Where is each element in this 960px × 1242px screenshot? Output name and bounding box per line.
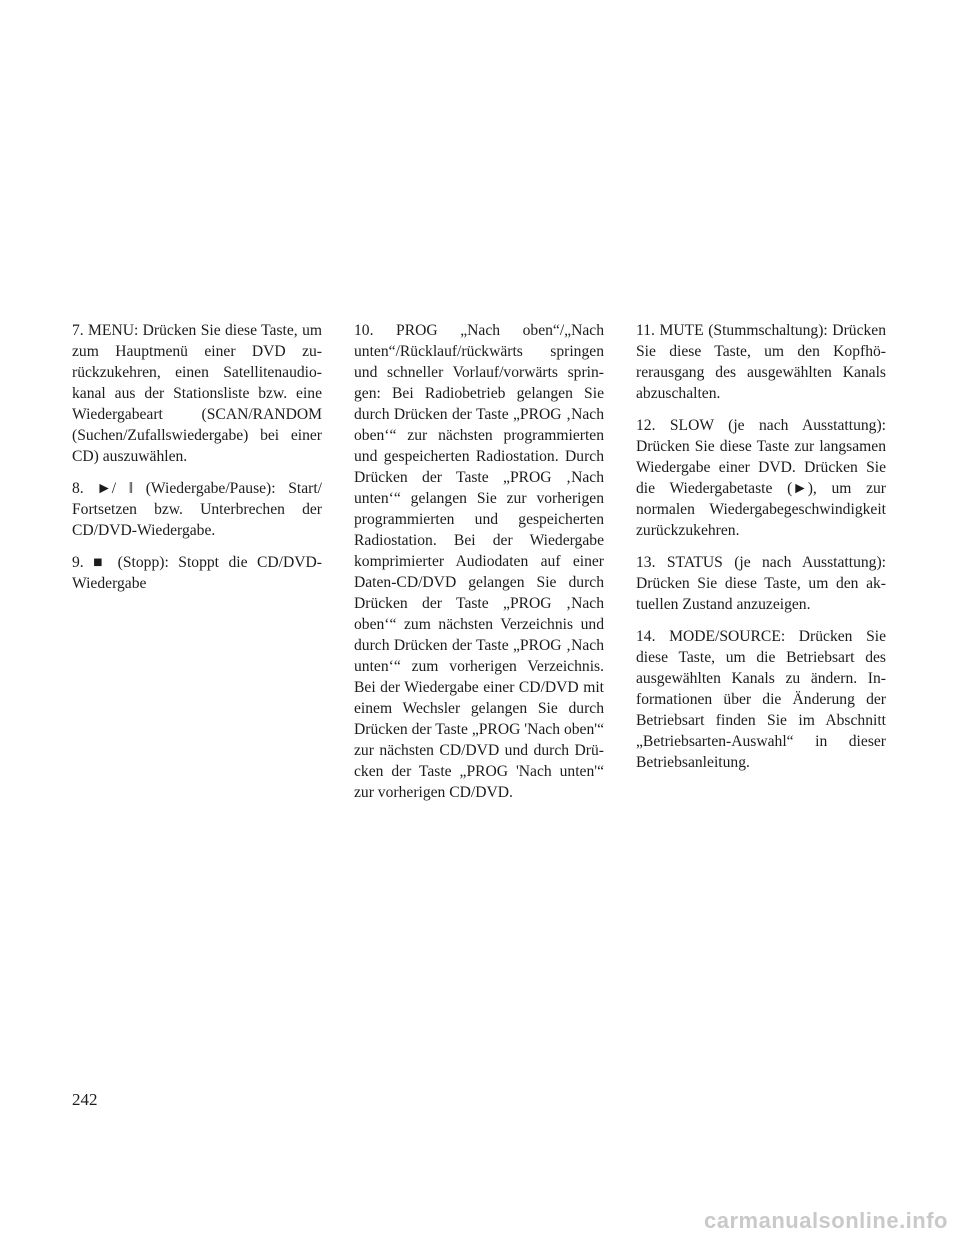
paragraph-prog: 10. PROG „Nach oben“/„Nach unten“/Rücklauf/rückwärts springen und schneller Vorlauf/vorwärts springen: Bei Radiobetrieb gelangen Sie durch Drücken der Taste „PROG ‚Nach oben‘“ zur nächsten programmierten und gespeicherten Radiostation. Durch Drücken der Taste „PROG ‚Nach unten‘“ gelangen Sie zur vorherigen programmierten und gespeicherten Radiostation. Bei der Wiedergabe komprimierter Audiodaten auf einer Daten-CD/DVD gelangen Sie durch Drücken der Taste „PROG ‚Nach oben‘“ zum nächsten Verzeichnis und durch Drücken der Taste „PROG ‚Nach unten‘“ zum vorherigen Verzeichnis. Bei der Wiedergabe einer CD/DVD mit einem Wechsler gelangen Sie durch Drücken der Taste „PROG 'Nach oben'“ zur nächsten CD/DVD und durch Drücken der Taste „PROG 'Nach unten'“ zur vorherigen CD/DVD. bbox=[354, 322, 604, 801]
text-column-right bbox=[636, 320, 886, 784]
text-column-middle bbox=[354, 320, 604, 814]
paragraph-play-pause: 8. ►/ ‖ (Wiedergabe/Pause): Start/ Fortsetzen bzw. Unterbrechen der CD/DVD-Wiedergabe. bbox=[72, 480, 322, 539]
paragraph-slow: 12. SLOW (je nach Ausstattung): Drücken Sie diese Taste zur langsamen Wiedergabe einer DVD. Drücken Sie die Wiedergabetaste (►), um zur normalen Wiedergabegeschwindigkeit zurückzukehren. bbox=[636, 417, 886, 539]
paragraph-stop: 9. ■ (Stopp): Stoppt die CD/DVD-Wiedergabe bbox=[72, 554, 322, 592]
paragraph-mute: 11. MUTE (Stummschaltung): Drücken Sie diese Taste, um den Kopfhörerausgang des ausgewählten Kanals abzuschalten. bbox=[636, 322, 886, 402]
watermark: carmanualsonline.info bbox=[704, 1208, 948, 1233]
page-number: 242 bbox=[72, 1090, 98, 1109]
paragraph-status: 13. STATUS (je nach Ausstattung): Drücken Sie diese Taste, um den aktuellen Zustand anzuzeigen. bbox=[636, 554, 886, 613]
paragraph-menu: 7. MENU: Drücken Sie diese Taste, um zum Hauptmenü einer DVD zurückzukehren, einen Satellitenaudiokanal aus der Stationsliste bzw. eine Wiedergabeart (SCAN/RANDOM (Suchen/Zufallswiedergabe) bei einer CD) auszuwählen. bbox=[72, 322, 322, 465]
text-column-left bbox=[72, 320, 322, 605]
paragraph-mode-source: 14. MODE/SOURCE: Drücken Sie diese Taste, um die Betriebsart des ausgewählten Kanals zu ändern. Informationen über die Änderung der Betriebsart finden Sie im Abschnitt „Betriebsarten-Auswahl“ in dieser Betriebsanleitung. bbox=[636, 628, 886, 771]
